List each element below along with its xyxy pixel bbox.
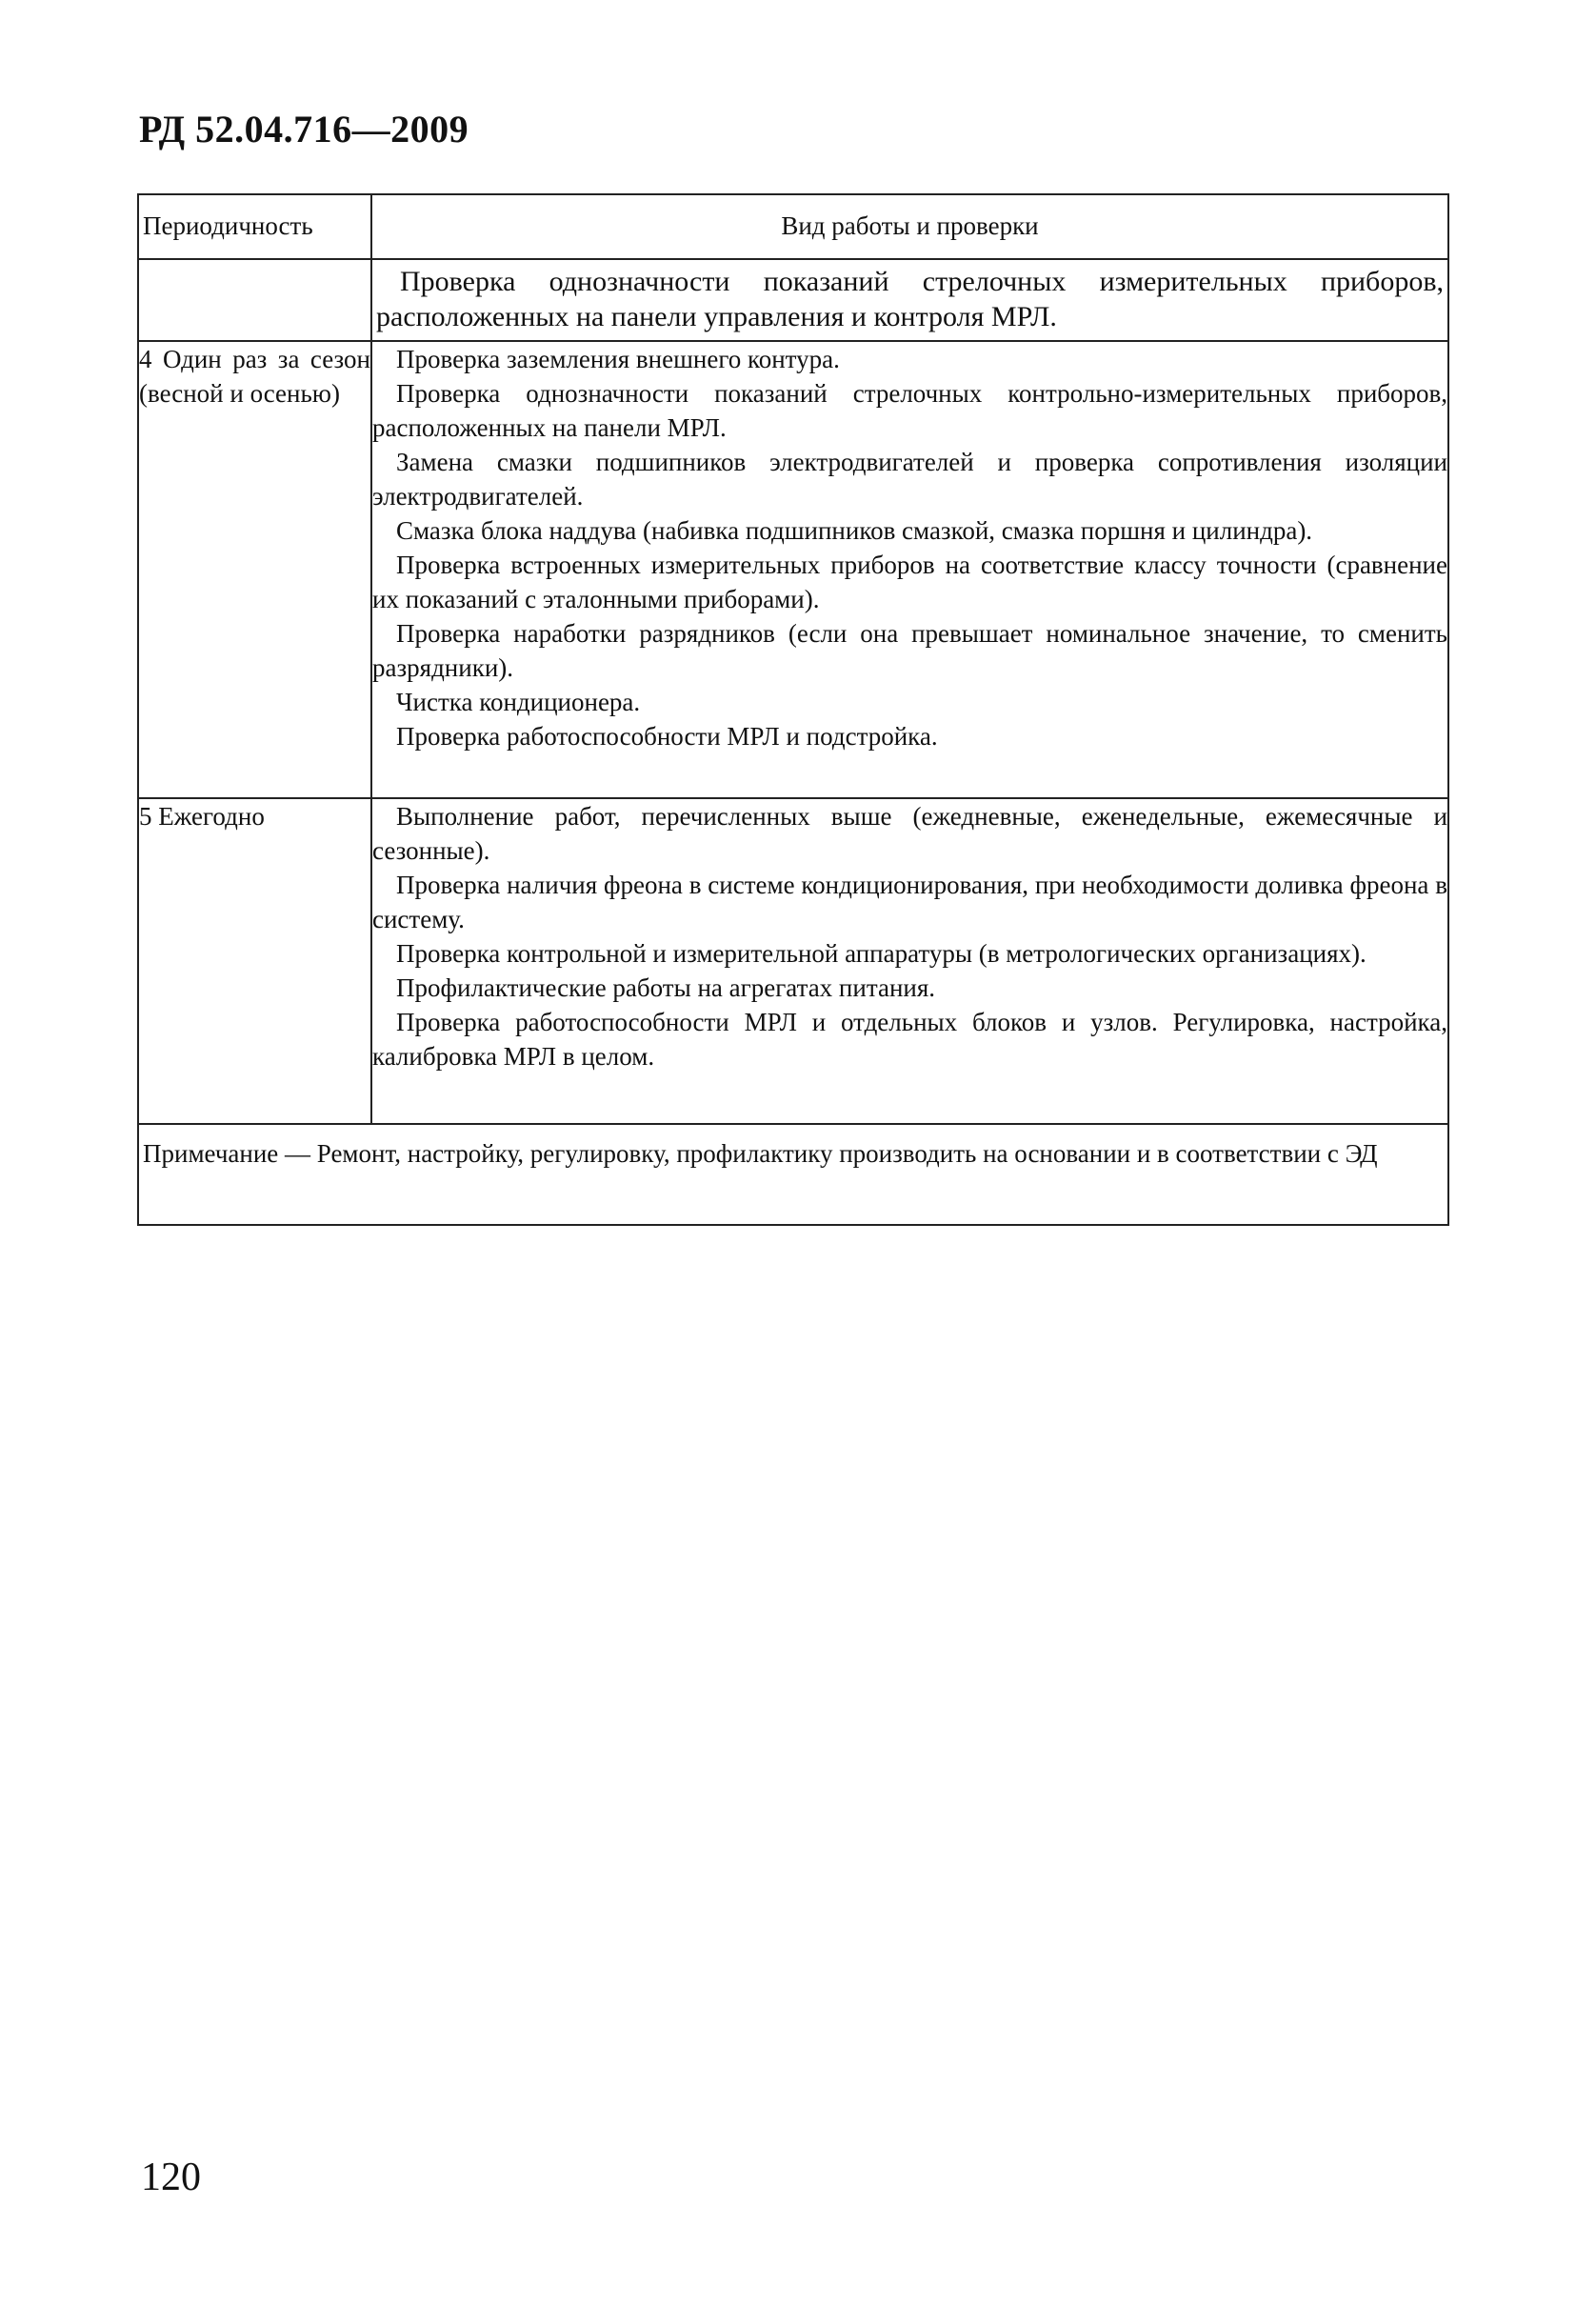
table-row-annual — [138, 798, 1448, 1124]
page-number: 120 — [141, 2156, 201, 2199]
table-row-continuation — [138, 259, 1448, 341]
work-item: Замена смазки подшипников электродвигателей и проверка сопротивления изоляции электродвигателей. — [372, 448, 1447, 511]
work-item: Профилактические работы на агрегатах питания. — [396, 973, 936, 1002]
work-item: Проверка контрольной и измерительной аппаратуры (в метрологических организациях). — [396, 939, 1367, 968]
work-item: Проверка заземления внешнего контура. — [396, 345, 840, 373]
work-item: Проверка однозначности показаний стрелочных контрольно-измерительных приборов, расположенных на панели МРЛ. — [372, 379, 1447, 442]
work-item: Проверка наработки разрядников (если она превышает номинальное значение, то сменить разрядники). — [372, 619, 1447, 682]
work-item: Смазка блока наддува (набивка подшипников смазкой, смазка поршня и цилиндра). — [396, 516, 1313, 545]
work-item: Проверка наличия фреона в системе кондиционирования, при необходимости доливка фреона в систему. — [372, 871, 1447, 933]
table-row-note — [138, 1124, 1448, 1225]
work-cell-continuation — [371, 259, 1448, 341]
table-row-seasonal — [138, 341, 1448, 798]
work-item: Проверка работоспособности МРЛ и отдельных блоков и узлов. Регулировка, настройка, калибровка МРЛ в целом. — [372, 1008, 1447, 1071]
column-header-periodicity: Периодичность — [138, 194, 371, 259]
work-item: Выполнение работ, перечисленных выше (ежедневные, еженедельные, ежемесячные и сезонные). — [372, 802, 1447, 865]
column-header-work: Вид работы и проверки — [371, 194, 1448, 259]
document-code: РД 52.04.716—2009 — [139, 108, 469, 150]
work-item: Проверка однозначности показаний стрелочных измерительных приборов, расположенных на панели управления и контроля МРЛ. — [376, 266, 1444, 332]
work-item: Чистка кондиционера. — [396, 688, 641, 716]
period-cell-empty — [138, 259, 371, 341]
maintenance-table — [137, 193, 1449, 1226]
work-item: Проверка работоспособности МРЛ и подстройка. — [396, 722, 938, 751]
period-cell: 4 Один раз за сезон (весной и осенью) — [138, 341, 371, 798]
work-cell — [371, 341, 1448, 798]
work-cell — [371, 798, 1448, 1124]
work-item: Проверка встроенных измерительных приборов на соответствие классу точности (сравнение их показаний с эталонными приборами). — [372, 551, 1447, 613]
note-cell: Примечание — Ремонт, настройку, регулировку, профилактику производить на основании и в соответствии с ЭД — [138, 1124, 1448, 1225]
period-cell: 5 Ежегодно — [138, 798, 371, 1124]
table-header-row — [138, 194, 1448, 259]
